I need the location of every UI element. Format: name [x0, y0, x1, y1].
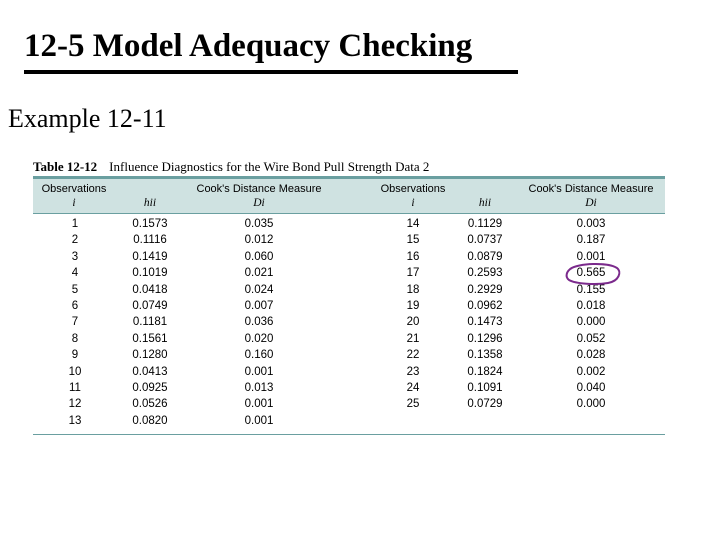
table-cell-h: 0.1280 — [132, 349, 168, 362]
table-cell-i: 13 — [68, 414, 82, 427]
table-cell-h: 0.0737 — [467, 234, 503, 247]
header-h-left — [118, 182, 182, 210]
table-cell-d: 0.036 — [244, 316, 274, 329]
table-cell-d: 0.155 — [576, 283, 606, 296]
table-cell-i: 2 — [71, 234, 79, 247]
header-d-symbol: Di — [253, 197, 265, 209]
table-header — [33, 179, 665, 214]
table-cell-i: 14 — [406, 218, 420, 230]
title-underline — [24, 70, 518, 74]
table-cell-h: 0.0962 — [467, 299, 503, 312]
table-cell-h: 0.2929 — [467, 283, 503, 296]
table-cell-d: 0.000 — [576, 398, 606, 411]
table-cell-i: 23 — [406, 365, 420, 378]
column-obs-right — [379, 216, 447, 413]
table-cell-d: 0.020 — [244, 332, 274, 345]
column-cook-right — [523, 216, 659, 413]
table-cell-d: 0.013 — [244, 381, 274, 394]
table-cell-d: 0.040 — [576, 381, 606, 394]
header-d-symbol: Di — [585, 197, 597, 209]
table-cell-h: 0.0413 — [132, 365, 168, 378]
table-body — [33, 214, 665, 435]
table-cell-h: 0.1824 — [467, 365, 503, 378]
table-cell-d: 0.052 — [576, 332, 606, 345]
slide-title: 12-5 Model Adequacy Checking — [24, 28, 473, 64]
table-cell-i: 11 — [69, 381, 81, 394]
table-cell-i: 6 — [71, 299, 79, 312]
table-cell-d: 0.060 — [244, 250, 274, 263]
table-cell-h: 0.1561 — [132, 332, 168, 345]
header-cook-label: Cook's Distance Measure — [528, 183, 654, 195]
table-cell-h: 0.1358 — [467, 349, 503, 362]
table-cell-h: 0.1573 — [132, 218, 168, 230]
table-cell-h: 0.1181 — [132, 316, 168, 329]
table-cell-i: 7 — [71, 316, 79, 329]
header-observations-left — [33, 182, 115, 210]
header-h-right — [453, 182, 517, 210]
table-cell-h: 0.0820 — [132, 414, 168, 427]
table-cell-i: 12 — [68, 398, 82, 411]
table-cell-i: 18 — [406, 283, 420, 296]
header-cook-right — [523, 182, 659, 210]
header-h-symbol: hii — [143, 197, 157, 209]
table-cell-d: 0.021 — [244, 267, 274, 280]
table-cell-d: 0.035 — [244, 218, 274, 230]
table-cell-i: 8 — [71, 332, 79, 345]
table-cell-h: 0.1019 — [132, 267, 168, 280]
table-cell-i: 15 — [406, 234, 420, 247]
table-caption-text: Influence Diagnostics for the Wire Bond Pull Strength Data 2 — [109, 159, 430, 174]
table-cell-i: 9 — [71, 349, 79, 362]
table-cell-d: 0.007 — [244, 299, 274, 312]
table-cell-d: 0.001 — [244, 365, 274, 378]
table-cell-d: 0.003 — [576, 218, 606, 230]
table-cell-h: 0.0526 — [132, 398, 168, 411]
table-cell-i: 24 — [406, 381, 420, 394]
header-h-symbol: hii — [478, 197, 492, 209]
table-cell-i: 21 — [406, 332, 420, 345]
table-cell-h: 0.0925 — [132, 381, 168, 394]
table-cell-d: 0.001 — [576, 250, 606, 263]
table-cell-d: 0.028 — [576, 349, 606, 362]
header-observations-label: Observations — [380, 183, 446, 195]
table-number: Table 12-12 — [33, 159, 98, 174]
table-cell-i: 5 — [71, 283, 79, 296]
table-cell-d: 0.187 — [576, 234, 606, 247]
table-cell-i: 16 — [406, 250, 420, 263]
table-cell-h: 0.0749 — [132, 299, 168, 312]
column-h-left — [118, 216, 182, 429]
table-cell-h: 0.2593 — [467, 267, 503, 280]
table-cell-h: 0.1473 — [467, 316, 503, 329]
table-cell-d: 0.001 — [244, 414, 274, 427]
header-cook-label: Cook's Distance Measure — [196, 183, 322, 195]
table-cell-h: 0.1296 — [467, 332, 503, 345]
table-cell-h: 0.0418 — [132, 283, 168, 296]
header-observations-right — [369, 182, 457, 210]
table-cell-d: 0.001 — [244, 398, 274, 411]
influence-table — [33, 158, 665, 435]
table-cell-i: 22 — [406, 349, 420, 362]
table-cell-i: 20 — [406, 316, 420, 329]
slide-subtitle: Example 12-11 — [8, 104, 167, 133]
table-cell-d: 0.012 — [244, 234, 274, 247]
table-cell-i: 10 — [68, 365, 82, 378]
header-cook-left — [183, 182, 335, 210]
table-cell-i: 17 — [406, 267, 420, 280]
table-cell-h: 0.1116 — [133, 234, 167, 247]
column-cook-left — [183, 216, 335, 429]
table-cell-d: 0.018 — [576, 299, 606, 312]
table-cell-h: 0.1419 — [132, 250, 168, 263]
header-observations-label: Observations — [41, 183, 107, 195]
table-cell-i: 4 — [71, 267, 79, 280]
table-cell-h: 0.1129 — [467, 218, 503, 230]
table-cell-i: 3 — [71, 250, 79, 263]
table-cell-d: 0.002 — [576, 365, 606, 378]
table-cell-h: 0.0729 — [467, 398, 503, 411]
table-caption — [33, 158, 665, 176]
column-obs-left — [53, 216, 97, 429]
column-h-right — [453, 216, 517, 413]
table-cell-d: 0.000 — [576, 316, 606, 329]
table-cell-d: 0.565 — [576, 267, 606, 280]
table-cell-i: 1 — [71, 218, 79, 230]
table-cell-i: 25 — [406, 398, 420, 411]
header-i-symbol: i — [411, 197, 415, 209]
table-cell-h: 0.0879 — [467, 250, 503, 263]
table-cell-d: 0.024 — [244, 283, 274, 296]
table-cell-d: 0.160 — [244, 349, 274, 362]
table-cell-h: 0.1091 — [467, 381, 503, 394]
table-cell-i: 19 — [406, 299, 420, 312]
header-i-symbol: i — [72, 197, 76, 209]
